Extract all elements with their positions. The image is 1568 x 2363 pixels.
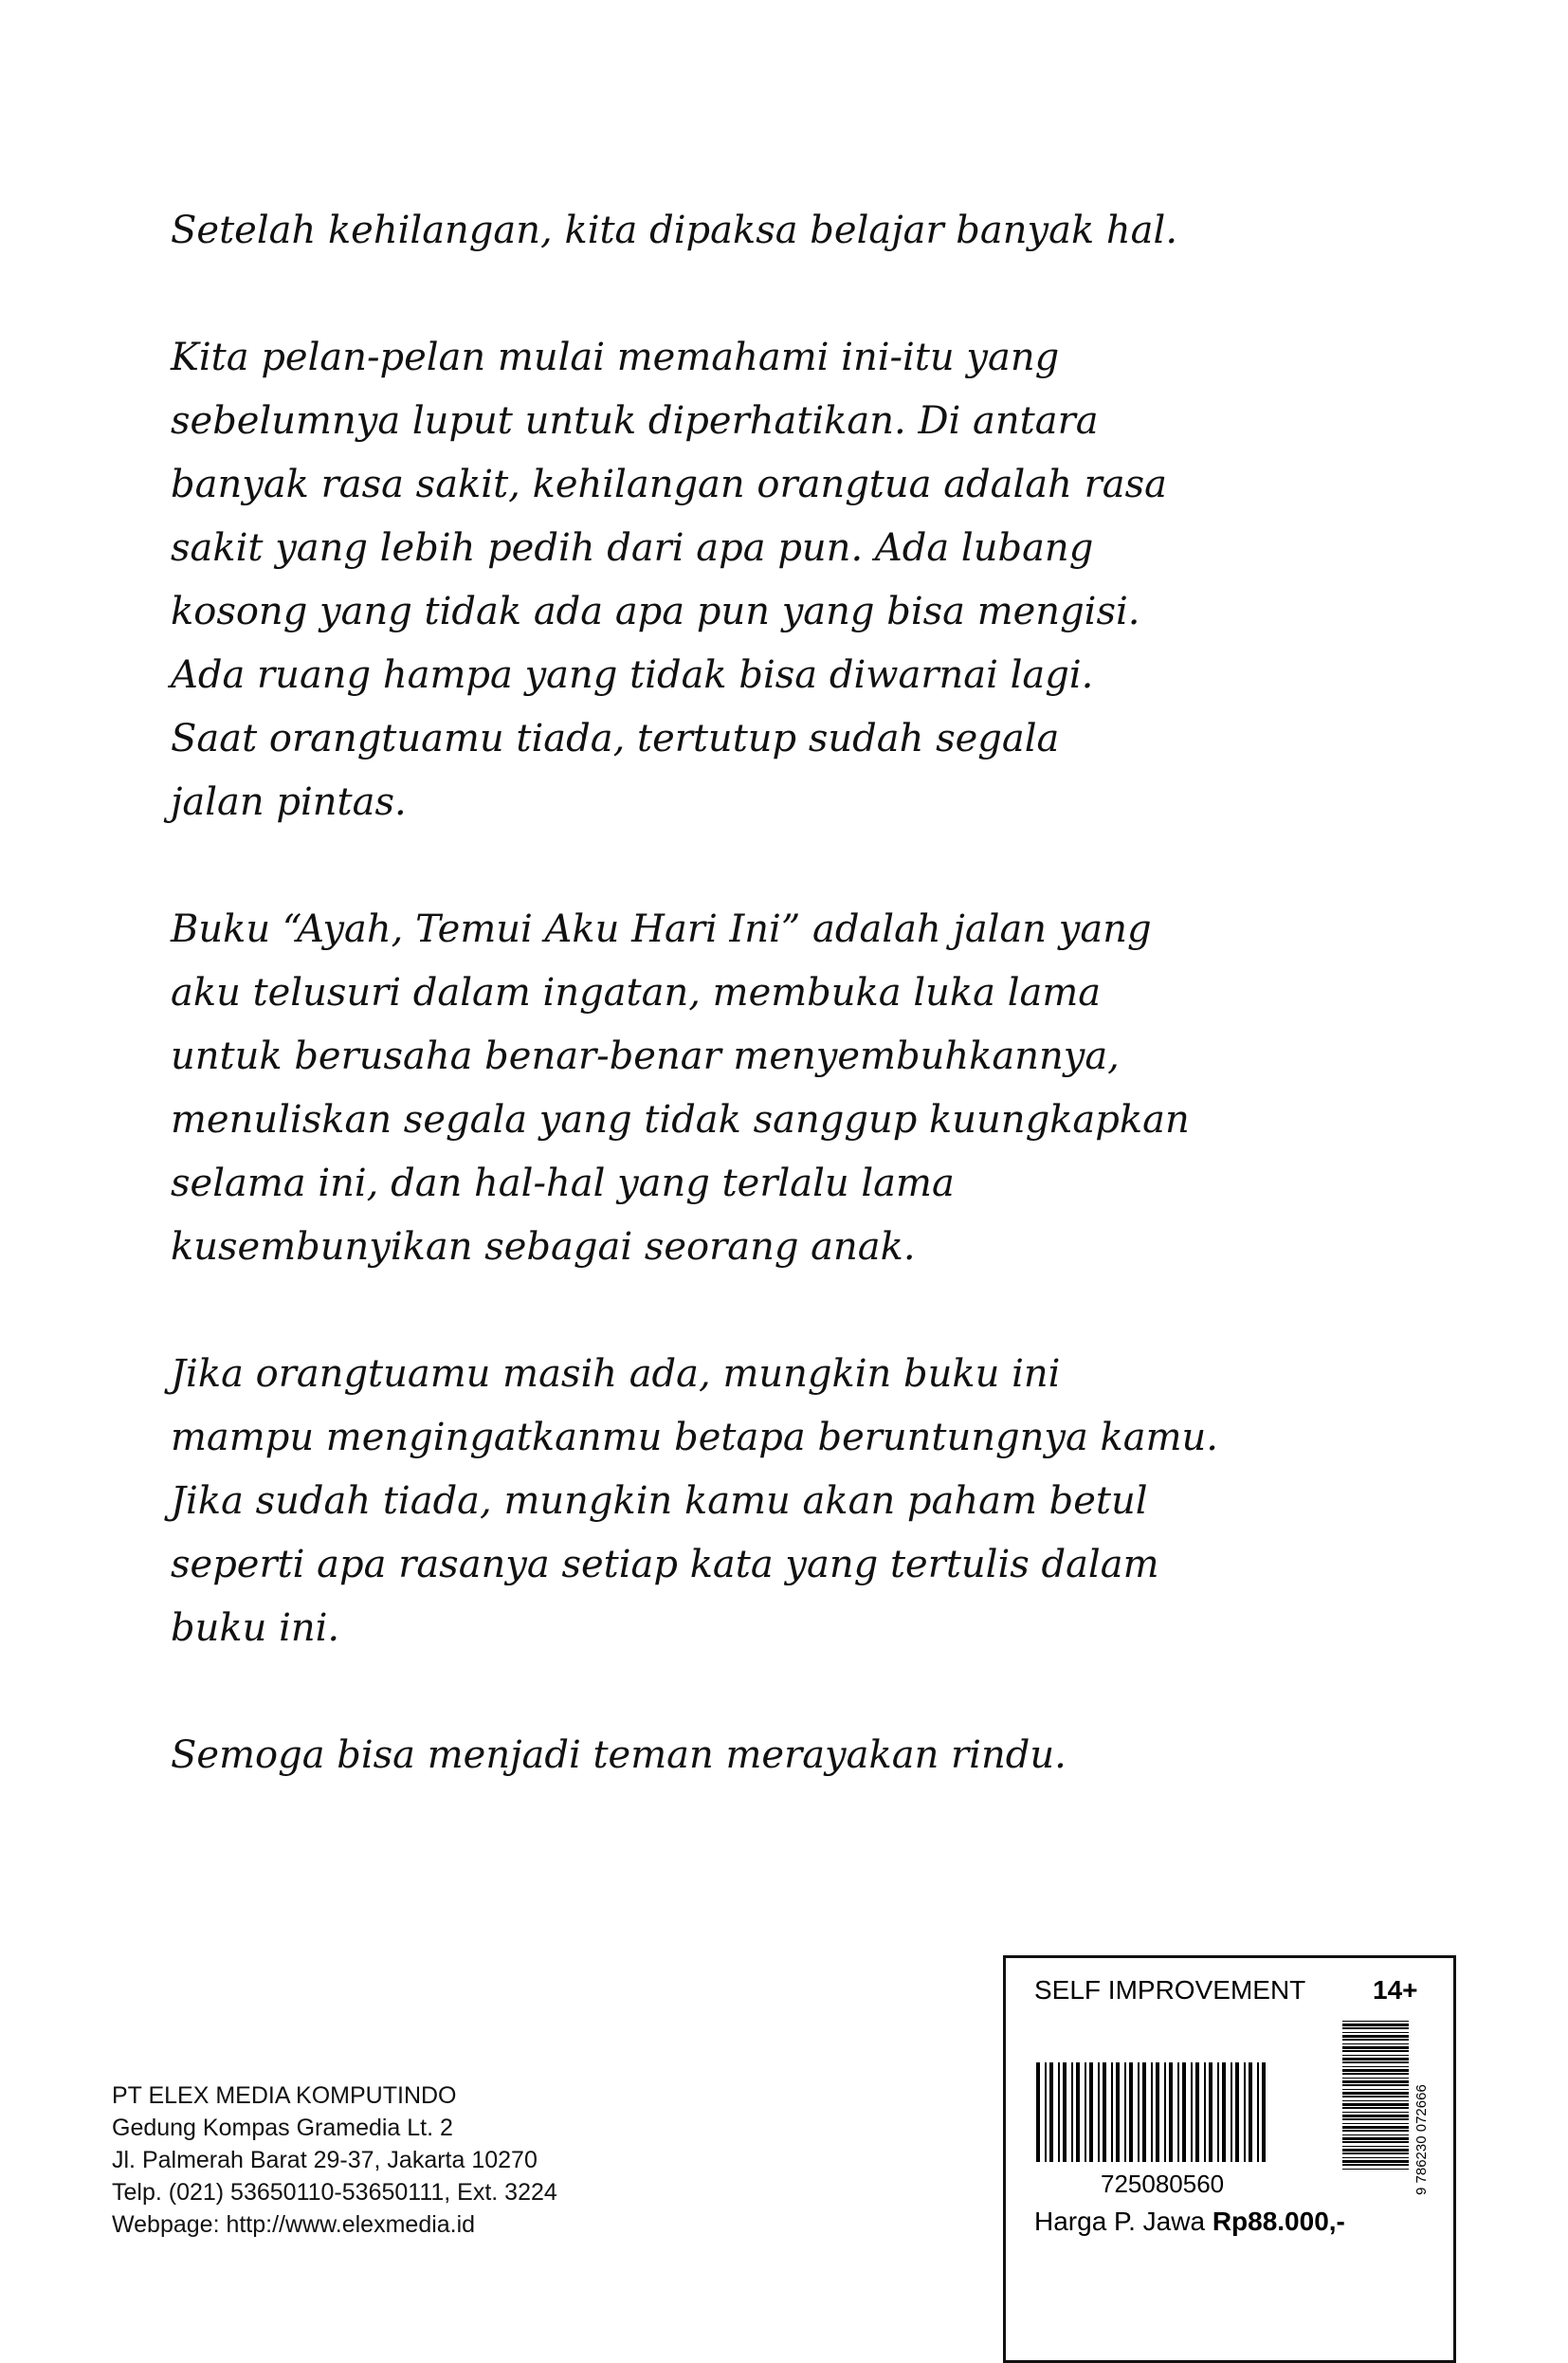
publisher-phone: Telp. (021) 53650110-53650111, Ext. 3224	[112, 2179, 557, 2206]
barcode-number: 725080560	[1101, 2170, 1225, 2198]
back-cover-blurb	[171, 199, 1403, 1851]
blurb-paragraph-2: Kita pelan-pelan mulai memahami ini-itu yang sebelumnya luput untuk diperhatikan. Di antara banyak rasa sakit, kehilangan orangtua adalah rasa sakit yang lebih pedih dari apa pun. Ada lubang kosong yang tidak ada apa pun yang bisa mengisi. Ada ruang hampa yang tidak bisa diwarnai lagi. Saat orangtuamu tiada, tertutup sudah segala jalan pintas.	[171, 336, 1167, 824]
publisher-building: Gedung Kompas Gramedia Lt. 2	[112, 2115, 453, 2141]
publisher-street: Jl. Palmerah Barat 29-37, Jakarta 10270	[112, 2147, 538, 2173]
category-label: SELF IMPROVEMENT	[1034, 1975, 1306, 2005]
barcode-icon	[1036, 2062, 1273, 2162]
publisher-info	[112, 2079, 557, 2241]
side-barcode-icon	[1342, 2021, 1409, 2172]
blurb-paragraph-4: Jika orangtuamu masih ada, mungkin buku ini mampu mengingatkanmu betapa beruntungnya kamu. Jika sudah tiada, mungkin kamu akan paham betul seperti apa rasanya setiap kata yang tertulis dalam buku ini.	[171, 1352, 1218, 1650]
isbn-box	[1003, 1955, 1456, 2363]
price-label: Harga P. Jawa	[1034, 2207, 1206, 2236]
publisher-web: Webpage: http://www.elexmedia.id	[112, 2211, 476, 2238]
age-rating: 14+	[1373, 1975, 1418, 2005]
price-line	[1034, 2207, 1345, 2237]
price-value: Rp88.000,-	[1212, 2207, 1345, 2236]
publisher-name: PT ELEX MEDIA KOMPUTINDO	[112, 2082, 457, 2109]
blurb-paragraph-3: Buku “Ayah, Temui Aku Hari Ini” adalah jalan yang aku telusuri dalam ingatan, membuka luka lama untuk berusaha benar-benar menyembuhkannya, menuliskan segala yang tidak sanggup kuungkapkan selama ini, dan hal-hal yang terlalu lama kusembunyikan sebagai seorang anak.	[171, 907, 1190, 1269]
blurb-paragraph-1: Setelah kehilangan, kita dipaksa belajar banyak hal.	[171, 209, 1178, 252]
blurb-paragraph-5: Semoga bisa menjadi teman merayakan rindu.	[171, 1733, 1067, 1777]
side-barcode-number: 9 786230 072666	[1413, 2084, 1430, 2195]
